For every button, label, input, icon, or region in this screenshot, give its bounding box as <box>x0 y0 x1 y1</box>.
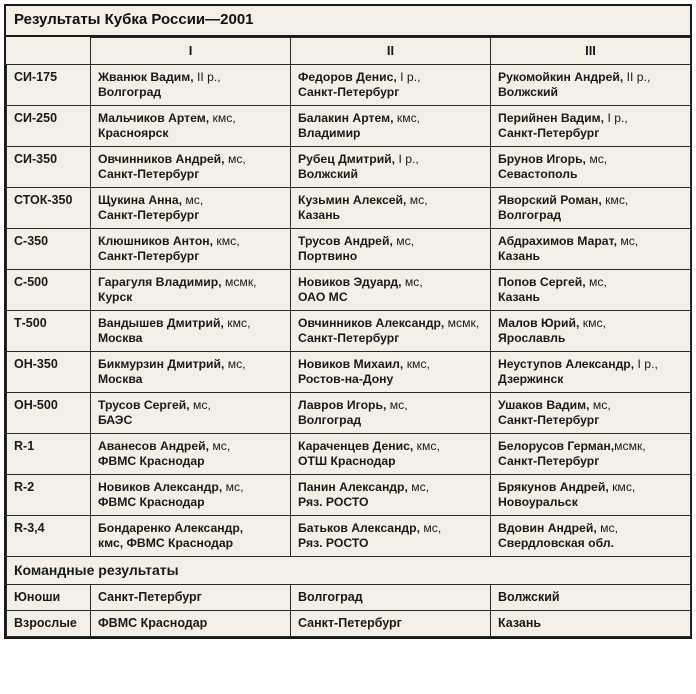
row-category: R-2 <box>7 475 91 516</box>
athlete-rank: мс, <box>224 152 246 166</box>
athlete-name: Кузьмин Алексей, <box>298 193 407 207</box>
athlete-name: Малов Юрий, <box>498 316 580 330</box>
athlete-name: Рукомойкин Андрей, <box>498 70 624 84</box>
athlete-city: Дзержинск <box>498 371 564 386</box>
table-row <box>7 393 691 434</box>
athlete-city: Волгоград <box>498 207 562 222</box>
column-header-place-3: III <box>491 38 691 65</box>
athlete-rank: I р., <box>395 152 419 166</box>
athlete-name: Вдовин Андрей, <box>498 521 597 535</box>
athlete-city: ОТШ Краснодар <box>298 453 396 468</box>
table-row <box>7 352 691 393</box>
athlete-rank: мсмк, <box>444 316 480 330</box>
athlete-rank: I р., <box>396 70 421 84</box>
result-cell-place-2 <box>291 516 491 557</box>
result-cell-place-1 <box>91 106 291 147</box>
athlete-rank: мс, <box>406 193 428 207</box>
table-head <box>7 38 691 65</box>
athlete-name: Трусов Андрей, <box>298 234 393 248</box>
athlete-rank: мс, <box>617 234 639 248</box>
result-cell-place-1 <box>91 434 291 475</box>
result-cell-place-3 <box>491 229 691 270</box>
team-row <box>7 611 691 637</box>
row-category: СТОК-350 <box>7 188 91 229</box>
athlete-name: Перийнен Вадим, <box>498 111 605 125</box>
table-row <box>7 188 691 229</box>
result-cell-place-3 <box>491 434 691 475</box>
athlete-city: Севастополь <box>498 166 578 181</box>
athlete-rank: I р., <box>634 357 658 371</box>
result-cell-place-3 <box>491 147 691 188</box>
athlete-name: Новиков Александр, <box>98 480 223 494</box>
row-category: СИ-250 <box>7 106 91 147</box>
title-bar <box>6 6 690 37</box>
athlete-name: Мальчиков Артем, <box>98 111 210 125</box>
row-category: С-350 <box>7 229 91 270</box>
table-body <box>7 65 691 637</box>
team-place-1: ФВМС Краснодар <box>91 611 291 637</box>
result-cell-place-1 <box>91 311 291 352</box>
result-cell-place-1 <box>91 229 291 270</box>
team-place-2: Волгоград <box>291 585 491 611</box>
athlete-name: Новиков Михаил, <box>298 357 404 371</box>
row-category: СИ-175 <box>7 65 91 106</box>
athlete-city: Владимир <box>298 125 361 140</box>
athlete-city: ФВМС Краснодар <box>98 453 205 468</box>
result-cell-place-1 <box>91 270 291 311</box>
athlete-rank: мсмк, <box>614 439 646 453</box>
result-cell-place-3 <box>491 311 691 352</box>
team-place-1: Санкт-Петербург <box>91 585 291 611</box>
athlete-name: Федоров Денис, <box>298 70 397 84</box>
team-place-2: Санкт-Петербург <box>291 611 491 637</box>
result-cell-place-2 <box>291 270 491 311</box>
table-row <box>7 516 691 557</box>
athlete-city: Казань <box>298 207 341 222</box>
column-header-category <box>7 38 91 65</box>
column-header-place-2: II <box>291 38 491 65</box>
athlete-rank: кмс, <box>403 357 430 371</box>
athlete-city: Волжский <box>298 166 359 181</box>
athlete-city: Ряз. РОСТО <box>298 494 369 509</box>
team-place-3: Волжский <box>491 585 691 611</box>
athlete-rank: мс, <box>386 398 408 412</box>
row-category: С-500 <box>7 270 91 311</box>
athlete-name: Вандышев Дмитрий, <box>98 316 224 330</box>
athlete-city: Санкт-Петербург <box>498 125 600 140</box>
athlete-city: Ярославль <box>498 330 566 345</box>
result-cell-place-1 <box>91 475 291 516</box>
athlete-rank: мс, <box>224 357 246 371</box>
team-section-heading-row <box>7 557 691 585</box>
result-cell-place-1 <box>91 147 291 188</box>
athlete-rank: кмс, <box>393 111 421 125</box>
athlete-name: Клюшников Антон, <box>98 234 214 248</box>
athlete-city: БАЭС <box>98 412 133 427</box>
athlete-name: Гарагуля Владимир, <box>98 275 222 289</box>
athlete-name: Овчинников Андрей, <box>98 152 225 166</box>
results-table <box>6 37 691 637</box>
result-cell-place-2 <box>291 434 491 475</box>
result-cell-place-1 <box>91 65 291 106</box>
result-cell-place-1 <box>91 188 291 229</box>
result-cell-place-1 <box>91 352 291 393</box>
athlete-name: Бондаренко Александр, <box>98 521 244 535</box>
athlete-name: Бикмурзин Дмитрий, <box>98 357 225 371</box>
athlete-city: Казань <box>498 289 541 304</box>
result-cell-place-2 <box>291 393 491 434</box>
athlete-city: Санкт-Петербург <box>98 207 200 222</box>
athlete-city: Ростов-на-Дону <box>298 371 394 386</box>
athlete-name: Попов Сергей, <box>498 275 586 289</box>
table-row <box>7 311 691 352</box>
table-row <box>7 106 691 147</box>
athlete-rank: кмс, <box>213 234 240 248</box>
row-category: R-3,4 <box>7 516 91 557</box>
results-sheet <box>4 4 692 639</box>
result-cell-place-3 <box>491 352 691 393</box>
row-category: ОН-500 <box>7 393 91 434</box>
table-header-row <box>7 38 691 65</box>
team-section-heading: Командные результаты <box>7 557 691 585</box>
athlete-rank: мс, <box>407 480 430 494</box>
athlete-city: Ряз. РОСТО <box>298 535 369 550</box>
result-cell-place-1 <box>91 516 291 557</box>
athlete-rank: мс, <box>401 275 423 289</box>
table-row <box>7 475 691 516</box>
athlete-name: Караченцев Денис, <box>298 439 414 453</box>
result-cell-place-2 <box>291 106 491 147</box>
athlete-rank: мс, <box>585 152 608 166</box>
athlete-name: Панин Александр, <box>298 480 408 494</box>
athlete-city: кмс, ФВМС Краснодар <box>98 535 234 550</box>
result-cell-place-3 <box>491 516 691 557</box>
athlete-name: Неуступов Александр, <box>498 357 635 371</box>
athlete-name: Жванюк Вадим, <box>98 70 194 84</box>
athlete-rank: мс, <box>420 521 442 535</box>
athlete-rank: мс, <box>189 398 211 412</box>
result-cell-place-2 <box>291 65 491 106</box>
athlete-city: Новоуральск <box>498 494 578 509</box>
athlete-rank: мсмк, <box>221 275 257 289</box>
athlete-city: Свердловская обл. <box>498 535 614 550</box>
athlete-name: Балакин Артем, <box>298 111 394 125</box>
athlete-name: Абдрахимов Марат, <box>498 234 618 248</box>
athlete-rank: мс, <box>589 398 611 412</box>
result-cell-place-3 <box>491 65 691 106</box>
athlete-city: Москва <box>98 330 143 345</box>
athlete-rank: мс, <box>182 193 204 207</box>
athlete-name: Белорусов Герман, <box>498 439 615 453</box>
athlete-city: Санкт-Петербург <box>98 166 200 181</box>
team-place-3: Казань <box>491 611 691 637</box>
row-category: ОН-350 <box>7 352 91 393</box>
athlete-rank: мс, <box>596 521 618 535</box>
athlete-name: Щукина Анна, <box>98 193 183 207</box>
result-cell-place-3 <box>491 188 691 229</box>
result-cell-place-1 <box>91 393 291 434</box>
athlete-rank: I р., <box>604 111 628 125</box>
athlete-rank: кмс, <box>223 316 251 330</box>
athlete-name: Новиков Эдуард, <box>298 275 402 289</box>
result-cell-place-2 <box>291 475 491 516</box>
athlete-city: Волгоград <box>98 84 162 99</box>
result-cell-place-3 <box>491 270 691 311</box>
athlete-city: ОАО МС <box>298 289 348 304</box>
result-cell-place-2 <box>291 352 491 393</box>
column-header-place-1: I <box>91 38 291 65</box>
athlete-city: Санкт-Петербург <box>498 453 600 468</box>
table-row <box>7 434 691 475</box>
athlete-name: Брякунов Андрей, <box>498 480 609 494</box>
athlete-rank: кмс, <box>608 480 636 494</box>
athlete-rank: мс, <box>585 275 607 289</box>
athlete-rank: кмс, <box>601 193 629 207</box>
athlete-name: Аванесов Андрей, <box>98 439 209 453</box>
athlete-rank: кмс, <box>209 111 236 125</box>
table-row <box>7 229 691 270</box>
result-cell-place-2 <box>291 147 491 188</box>
athlete-city: Волжский <box>498 84 559 99</box>
athlete-rank: мс, <box>392 234 415 248</box>
table-row <box>7 147 691 188</box>
athlete-city: Курск <box>98 289 133 304</box>
athlete-name: Овчинников Александр, <box>298 316 445 330</box>
athlete-rank: II р., <box>623 70 651 84</box>
team-category: Взрослые <box>7 611 91 637</box>
athlete-name: Трусов Сергей, <box>98 398 190 412</box>
athlete-name: Брунов Игорь, <box>498 152 586 166</box>
table-row <box>7 65 691 106</box>
athlete-city: Волгоград <box>298 412 362 427</box>
page-title: Результаты Кубка России—2001 <box>14 11 254 28</box>
result-cell-place-3 <box>491 393 691 434</box>
result-cell-place-2 <box>291 311 491 352</box>
athlete-city: Красноярск <box>98 125 169 140</box>
athlete-name: Батьков Александр, <box>298 521 420 535</box>
result-cell-place-2 <box>291 229 491 270</box>
result-cell-place-2 <box>291 188 491 229</box>
athlete-city: Санкт-Петербург <box>298 84 400 99</box>
team-row <box>7 585 691 611</box>
table-row <box>7 270 691 311</box>
row-category: R-1 <box>7 434 91 475</box>
athlete-name: Ушаков Вадим, <box>498 398 590 412</box>
row-category: Т-500 <box>7 311 91 352</box>
athlete-name: Рубец Дмитрий, <box>298 152 396 166</box>
athlete-city: Портвино <box>298 248 358 263</box>
athlete-name: Лавров Игорь, <box>298 398 387 412</box>
athlete-rank: мс, <box>222 480 244 494</box>
athlete-city: Москва <box>98 371 143 386</box>
athlete-city: Санкт-Петербург <box>298 330 400 345</box>
athlete-city: Казань <box>498 248 541 263</box>
result-cell-place-3 <box>491 106 691 147</box>
athlete-rank: кмс, <box>579 316 606 330</box>
athlete-city: Санкт-Петербург <box>98 248 200 263</box>
team-category: Юноши <box>7 585 91 611</box>
result-cell-place-3 <box>491 475 691 516</box>
athlete-rank: мс, <box>209 439 231 453</box>
athlete-city: Санкт-Петербург <box>498 412 600 427</box>
row-category: СИ-350 <box>7 147 91 188</box>
athlete-name: Яворский Роман, <box>498 193 602 207</box>
athlete-rank: кмс, <box>413 439 440 453</box>
athlete-rank: II р., <box>193 70 221 84</box>
athlete-city: ФВМС Краснодар <box>98 494 205 509</box>
